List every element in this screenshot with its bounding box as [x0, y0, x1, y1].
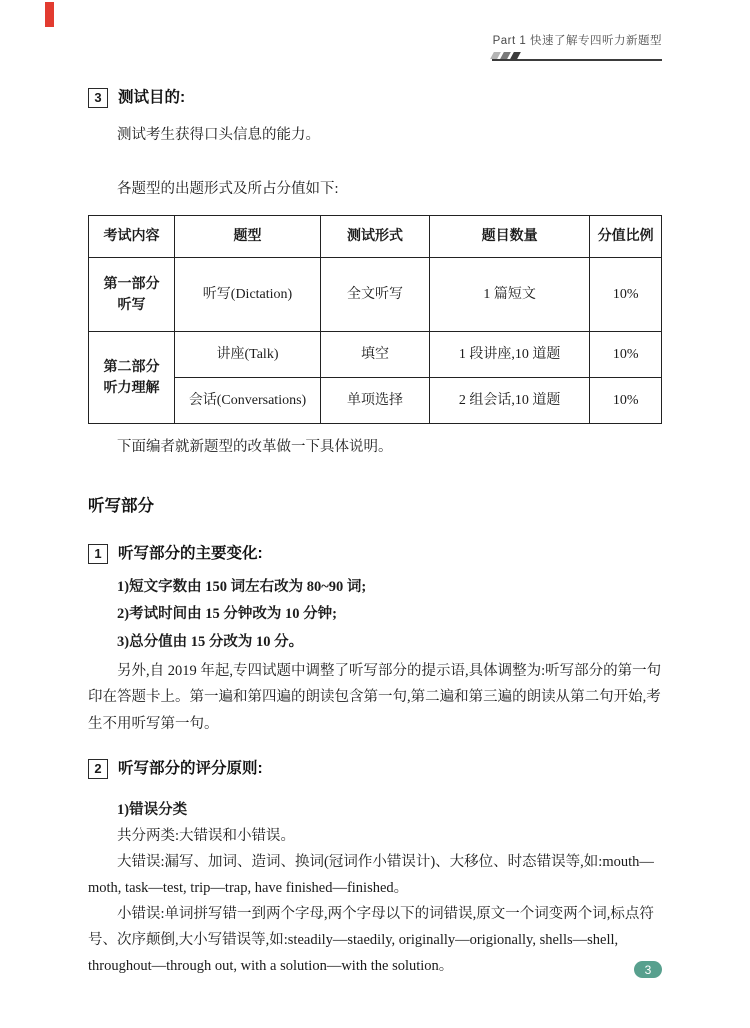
header-question-count: 题目数量: [429, 216, 589, 258]
subsection-title-2: 听写部分的评分原则:: [118, 759, 263, 777]
header-rule: [492, 53, 662, 61]
subsection-number-box-2: 2: [88, 759, 108, 779]
header-exam-content: 考试内容: [89, 216, 175, 258]
cell-ratio-conversations: 10%: [590, 378, 662, 424]
table-row: [89, 332, 662, 378]
change-item-3: 3)总分值由 15 分改为 10 分。: [117, 633, 304, 650]
page-number: 3: [644, 962, 652, 977]
header-score-ratio: 分值比例: [590, 216, 662, 258]
section-test-purpose-heading: [88, 84, 662, 112]
page-number-badge: [634, 961, 662, 978]
cell-part2-line1: 第二部分: [103, 359, 160, 375]
cell-form-talk: 填空: [321, 332, 430, 378]
header-question-type: 题型: [174, 216, 320, 258]
table-row: [89, 378, 662, 424]
cell-part1-line1: 第一部分: [103, 276, 160, 292]
cell-part1-line2: 听写: [117, 297, 146, 313]
cell-form-dictation: 全文听写: [321, 258, 430, 332]
major-error-text: 大错误:漏写、加词、造词、换词(冠词作小错误计)、大移位、时态错误等,如:mouth—moth, task—test, trip—trap, have finished—finished。: [88, 853, 654, 896]
cell-ratio-talk: 10%: [590, 332, 662, 378]
change-item-2: 2)考试时间由 15 分钟改为 10 分钟;: [117, 606, 337, 623]
purpose-body-text: 测试考生获得口头信息的能力。: [117, 126, 320, 143]
running-header: [492, 32, 662, 61]
cell-type-conversations: 会话(Conversations): [174, 378, 320, 424]
after-table-text: 下面编者就新题型的改革做一下具体说明。: [117, 439, 393, 456]
dictation-note-text: 另外,自 2019 年起,专四试题中调整了听写部分的提示语,具体调整为:听写部分的第一句印在答题卡上。第一遍和第四遍的朗读包含第一句,第二遍和第三遍的朗读从第二句开始,考生不用听写第一句。: [88, 663, 662, 732]
table-intro-text: 各题型的出题形式及所占分值如下:: [117, 180, 339, 197]
cell-count-dictation: 1 篇短文: [429, 258, 589, 332]
dictation-section-heading: 听写部分: [88, 497, 154, 516]
table-row: [89, 258, 662, 332]
section-title: 测试目的:: [118, 89, 186, 106]
table-header-row: [89, 216, 662, 258]
header-test-form: 测试形式: [321, 216, 430, 258]
section-number-box: 3: [88, 88, 108, 108]
subsection-title-1: 听写部分的主要变化:: [118, 544, 263, 562]
exam-structure-table: [88, 215, 662, 424]
change-item-1: 1)短文字数由 150 词左右改为 80~90 词;: [117, 578, 367, 595]
cell-count-conversations: 2 组会话,10 道题: [429, 378, 589, 424]
cell-part2: [89, 332, 175, 424]
page-content: [88, 84, 662, 979]
cell-count-talk: 1 段讲座,10 道题: [429, 332, 589, 378]
header-rule-line: [492, 59, 662, 62]
minor-error-text: 小错误:单词拼写错一到两个字母,两个字母以下的词错误,原文一个词变两个词,标点符号、次序颠倒,大小写错误等,如:steadily—staedily, originally—origionally, shells—shell, throughout—through out, with a solution—with the solution。: [88, 905, 654, 975]
error-classification-title: 1)错误分类: [117, 801, 188, 818]
subsection-number-box-1: 1: [88, 544, 108, 564]
cell-type-talk: 讲座(Talk): [174, 332, 320, 378]
cell-part1: [89, 258, 175, 332]
dictation-scoring-heading: [88, 755, 662, 783]
cell-type-dictation: 听写(Dictation): [174, 258, 320, 332]
cell-part2-line2: 听力理解: [103, 380, 160, 396]
red-corner-mark: [45, 2, 54, 27]
changes-list: [88, 574, 662, 657]
cell-form-conversations: 单项选择: [321, 378, 430, 424]
cell-ratio-dictation: 10%: [590, 258, 662, 332]
running-header-title: Part 1 快速了解专四听力新题型: [492, 35, 662, 47]
error-classification-intro: 共分两类:大错误和小错误。: [117, 827, 296, 844]
dictation-changes-heading: [88, 540, 662, 568]
